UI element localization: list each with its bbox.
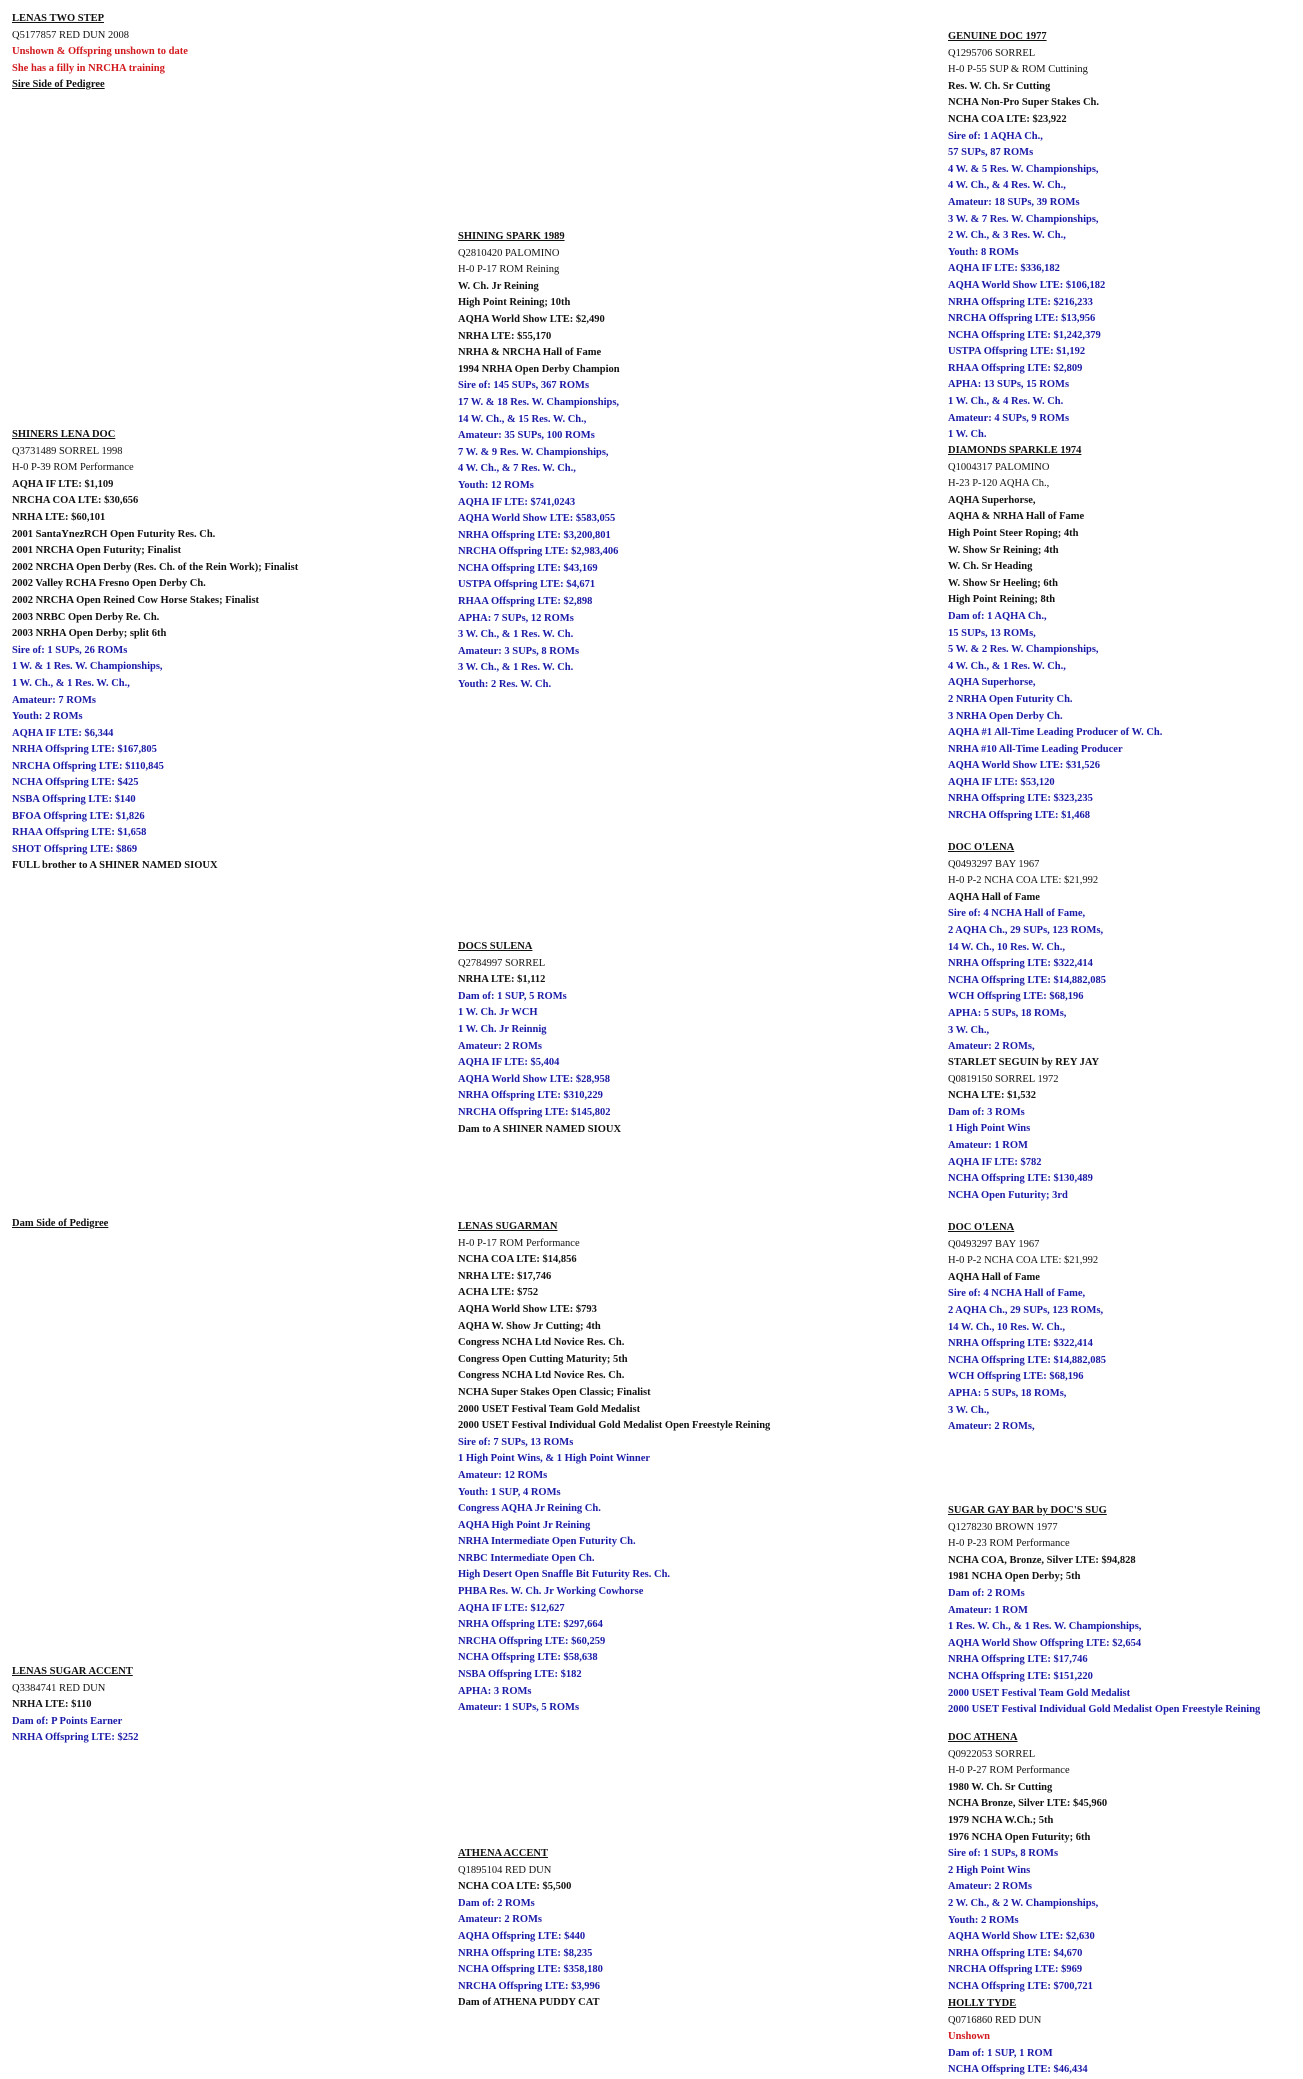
pedigree-line: 1980 W. Ch. Sr Cutting: [948, 1781, 1053, 1793]
pedigree-line: 2 AQHA Ch., 29 SUPs, 123 ROMs,: [948, 1304, 1104, 1316]
diamonds-sparkle-block: [948, 443, 1162, 825]
starlet-seguin-block: [948, 1055, 1099, 1204]
pedigree-line: 2000 USET Festival Individual Gold Medalist Open Freestyle Reining: [948, 1704, 1261, 1716]
pedigree-line: NRHA Offspring LTE: $8,235: [458, 1947, 593, 1959]
pedigree-line: Q1278230 BROWN 1977: [948, 1521, 1058, 1533]
pedigree-line: 3 W. Ch.,: [948, 1024, 990, 1036]
pedigree-line: Congress AQHA Jr Reining Ch.: [458, 1503, 601, 1515]
pedigree-line: Dam of: P Points Earner: [12, 1715, 123, 1727]
pedigree-line: NCHA Open Futurity; 3rd: [948, 1189, 1068, 1201]
pedigree-line: 4 W. Ch., & 7 Res. W. Ch.,: [458, 463, 576, 475]
pedigree-line: NCHA Bronze, Silver LTE: $45,960: [948, 1798, 1108, 1810]
pedigree-line: Sire of: 1 AQHA Ch.,: [948, 130, 1043, 142]
pedigree-line: W. Show Sr Reining; 4th: [948, 544, 1059, 556]
pedigree-line: W. Ch. Jr Reining: [458, 280, 539, 292]
pedigree-line: 2003 NRBC Open Derby Re. Ch.: [12, 611, 160, 623]
pedigree-line: Q0716860 RED DUN: [948, 2014, 1042, 2026]
pedigree-line: Q0493297 BAY 1967: [948, 1238, 1040, 1250]
pedigree-line: 1 W. & 1 Res. W. Championships,: [12, 661, 163, 673]
pedigree-line: NRHA Offspring LTE: $310,229: [458, 1090, 603, 1102]
pedigree-line: Res. W. Ch. Sr Cutting: [948, 80, 1051, 92]
pedigree-line: AQHA IF LTE: $741,0243: [458, 496, 576, 508]
pedigree-line: Q1295706 SORREL: [948, 47, 1036, 59]
doc-olena-block-1: [948, 840, 1106, 1056]
pedigree-line: NRHA LTE: $55,170: [458, 330, 552, 342]
pedigree-line: 1 W. Ch., & 4 Res. W. Ch.: [948, 396, 1064, 408]
pedigree-line: Dam of: 1 AQHA Ch.,: [948, 610, 1047, 622]
pedigree-line: NCHA Offspring LTE: $58,638: [458, 1652, 598, 1664]
pedigree-line: NCHA Offspring LTE: $700,721: [948, 1980, 1093, 1992]
pedigree-line: 2 High Point Wins: [948, 1864, 1031, 1876]
pedigree-line: 3 W. Ch.,: [948, 1404, 990, 1416]
pedigree-line: Youth: 2 ROMs: [948, 1914, 1019, 1926]
pedigree-line: Amateur: 2 ROMs,: [948, 1041, 1035, 1053]
pedigree-line: 2 NRHA Open Futurity Ch.: [948, 693, 1073, 705]
pedigree-line: AQHA Hall of Fame: [948, 891, 1040, 903]
pedigree-line: 2003 NRHA Open Derby; split 6th: [12, 628, 167, 640]
pedigree-line: Dam of: 1 SUP, 5 ROMs: [458, 990, 567, 1002]
pedigree-line: 2 W. Ch., & 2 W. Championships,: [948, 1897, 1099, 1909]
pedigree-line: AQHA IF LTE: $5,404: [458, 1057, 560, 1069]
pedigree-line: NRHA LTE: $1,112: [458, 974, 546, 986]
pedigree-line: NCHA Offspring LTE: $14,882,085: [948, 974, 1107, 986]
pedigree-line: Dam of: 2 ROMs: [948, 1587, 1025, 1599]
pedigree-line: Congress Open Cutting Maturity; 5th: [458, 1353, 628, 1365]
pedigree-line: High Point Reining; 8th: [948, 594, 1056, 606]
pedigree-line: 1979 NCHA W.Ch.; 5th: [948, 1814, 1054, 1826]
pedigree-line: Youth: 8 ROMs: [948, 246, 1019, 258]
pedigree-line: 3 W. & 7 Res. W. Championships,: [948, 213, 1099, 225]
pedigree-line: Dam of: 3 ROMs: [948, 1106, 1025, 1118]
pedigree-line: NRHA Offspring LTE: $17,746: [948, 1654, 1088, 1666]
pedigree-line: NRHA Offspring LTE: $167,805: [12, 744, 157, 756]
horse-name: LENAS SUGAR ACCENT: [12, 1666, 133, 1677]
pedigree-line: Dam of: 1 SUP, 1 ROM: [948, 2047, 1053, 2059]
pedigree-line: Q0922053 SORREL: [948, 1748, 1036, 1760]
pedigree-line: H-0 P-27 ROM Performance: [948, 1765, 1070, 1777]
pedigree-line: Q2810420 PALOMINO: [458, 247, 560, 259]
genuine-doc-block: [948, 29, 1105, 444]
pedigree-line: H-0 P-2 NCHA COA LTE: $21,992: [948, 875, 1099, 887]
holly-tyde-block: [948, 1996, 1088, 2079]
pedigree-line: Amateur: 4 SUPs, 9 ROMs: [948, 412, 1070, 424]
sugar-gay-bar-block: [948, 1503, 1260, 1719]
pedigree-line: NCHA COA, Bronze, Silver LTE: $94,828: [948, 1554, 1136, 1566]
pedigree-line: Sire of: 145 SUPs, 367 ROMs: [458, 380, 590, 392]
pedigree-line: Q0493297 BAY 1967: [948, 858, 1040, 870]
pedigree-line: NCHA Offspring LTE: $1,242,379: [948, 329, 1101, 341]
pedigree-line: 5 W. & 2 Res. W. Championships,: [948, 644, 1099, 656]
pedigree-line: SHOT Offspring LTE: $869: [12, 843, 138, 855]
pedigree-line: WCH Offspring LTE: $68,196: [948, 1371, 1084, 1383]
pedigree-line: NCHA Super Stakes Open Classic; Finalist: [458, 1386, 651, 1398]
pedigree-line: NRHA Offspring LTE: $323,235: [948, 793, 1093, 805]
pedigree-line: WCH Offspring LTE: $68,196: [948, 991, 1084, 1003]
pedigree-line: 1994 NRHA Open Derby Champion: [458, 363, 620, 375]
pedigree-line: NRCHA Offspring LTE: $1,468: [948, 810, 1090, 822]
pedigree-line: Q1004317 PALOMINO: [948, 461, 1050, 473]
pedigree-line: Dam of: 2 ROMs: [458, 1897, 535, 1909]
pedigree-line: NCHA COA LTE: $23,922: [948, 113, 1067, 125]
pedigree-line: NCHA Offspring LTE: $14,882,085: [948, 1354, 1107, 1366]
doc-olena-block-2: [948, 1220, 1106, 1436]
pedigree-line: USTPA Offspring LTE: $4,671: [458, 579, 596, 591]
pedigree-line: She has a filly in NRCHA training: [12, 62, 165, 74]
pedigree-line: AQHA Offspring LTE: $440: [458, 1930, 586, 1942]
pedigree-line: Youth: 2 ROMs: [12, 711, 83, 723]
pedigree-line: 14 W. Ch., & 15 Res. W. Ch.,: [458, 413, 587, 425]
pedigree-line: Q5177857 RED DUN 2008: [12, 29, 129, 41]
sire-block: [12, 427, 298, 875]
pedigree-line: NCHA COA LTE: $14,856: [458, 1254, 577, 1266]
pedigree-line: H-0 P-17 ROM Reining: [458, 264, 560, 276]
pedigree-line: 1976 NCHA Open Futurity; 6th: [948, 1831, 1091, 1843]
pedigree-line: Amateur: 1 ROM: [948, 1139, 1028, 1151]
pedigree-line: H-0 P-55 SUP & ROM Cuttining: [948, 64, 1088, 76]
pedigree-line: NSBA Offspring LTE: $182: [458, 1669, 582, 1681]
pedigree-line: Q3384741 RED DUN: [12, 1682, 106, 1694]
pedigree-line: 3 NRHA Open Derby Ch.: [948, 710, 1063, 722]
pedigree-line: NCHA Offspring LTE: $425: [12, 777, 139, 789]
pedigree-line: NCHA Non-Pro Super Stakes Ch.: [948, 97, 1100, 109]
pedigree-line: Q2784997 SORREL: [458, 957, 546, 969]
pedigree-line: 2 AQHA Ch., 29 SUPs, 123 ROMs,: [948, 924, 1104, 936]
pedigree-line: 1 W. Ch. Jr Reinnig: [458, 1023, 547, 1035]
pedigree-line: AQHA IF LTE: $6,344: [12, 727, 114, 739]
pedigree-line: APHA: 5 SUPs, 18 ROMs,: [948, 1007, 1067, 1019]
sire-side-heading: Sire Side of Pedigree: [12, 79, 105, 90]
pedigree-line: H-0 P-39 ROM Performance: [12, 462, 134, 474]
pedigree-line: Unshown & Offspring unshown to date: [12, 46, 188, 58]
pedigree-line: AQHA High Point Jr Reining: [458, 1519, 591, 1531]
pedigree-line: NRHA Offspring LTE: $4,670: [948, 1947, 1083, 1959]
pedigree-line: NRCHA Offspring LTE: $2,983,406: [458, 546, 619, 558]
pedigree-line: NRCHA Offspring LTE: $13,956: [948, 313, 1096, 325]
pedigree-line: APHA: 5 SUPs, 18 ROMs,: [948, 1387, 1067, 1399]
horse-name: DOC ATHENA: [948, 1732, 1018, 1743]
pedigree-line: 2002 NRCHA Open Derby (Res. Ch. of the Rein Work); Finalist: [12, 561, 299, 573]
pedigree-line: AQHA World Show LTE: $2,490: [458, 313, 605, 325]
horse-name: DOCS SULENA: [458, 941, 533, 952]
pedigree-line: Sire of: 4 NCHA Hall of Fame,: [948, 1288, 1086, 1300]
pedigree-line: ACHA LTE: $752: [458, 1287, 539, 1299]
pedigree-line: 4 W. & 5 Res. W. Championships,: [948, 163, 1099, 175]
pedigree-line: 17 W. & 18 Res. W. Championships,: [458, 396, 620, 408]
pedigree-line: NRHA Offspring LTE: $252: [12, 1732, 139, 1744]
pedigree-line: Amateur: 12 ROMs: [458, 1469, 548, 1481]
pedigree-line: NRHA LTE: $110: [12, 1699, 92, 1711]
pedigree-line: Congress NCHA Ltd Novice Res. Ch.: [458, 1337, 625, 1349]
pedigree-line: AQHA Superhorse,: [948, 494, 1036, 506]
pedigree-line: RHAA Offspring LTE: $1,658: [12, 827, 147, 839]
pedigree-line: NCHA Offspring LTE: $43,169: [458, 562, 598, 574]
pedigree-line: Dam of ATHENA PUDDY CAT: [458, 1997, 600, 2009]
pedigree-line: Amateur: 1 ROM: [948, 1604, 1028, 1616]
pedigree-line: NCHA Offspring LTE: $151,220: [948, 1670, 1093, 1682]
pedigree-line: High Desert Open Snaffle Bit Futurity Res. Ch.: [458, 1569, 671, 1581]
pedigree-line: NRHA Intermediate Open Futurity Ch.: [458, 1536, 636, 1548]
pedigree-line: Amateur: 2 ROMs: [458, 1914, 542, 1926]
pedigree-line: NSBA Offspring LTE: $140: [12, 794, 136, 806]
horse-name: GENUINE DOC 1977: [948, 31, 1047, 42]
pedigree-line: Amateur: 7 ROMs: [12, 694, 96, 706]
pedigree-line: 1 Res. W. Ch., & 1 Res. W. Championships,: [948, 1621, 1142, 1633]
pedigree-line: BFOA Offspring LTE: $1,826: [12, 810, 145, 822]
pedigree-line: 1 High Point Wins: [948, 1123, 1031, 1135]
pedigree-line: 7 W. & 9 Res. W. Championships,: [458, 446, 609, 458]
horse-name: LENAS SUGARMAN: [458, 1221, 558, 1232]
pedigree-line: 3 W. Ch., & 1 Res. W. Ch.: [458, 629, 574, 641]
pedigree-line: High Point Reining; 10th: [458, 297, 571, 309]
pedigree-line: Youth: 12 ROMs: [458, 479, 534, 491]
pedigree-line: 2001 NRCHA Open Futurity; Finalist: [12, 545, 182, 557]
dam-sire-block: [458, 1219, 770, 1717]
pedigree-line: APHA: 7 SUPs, 12 ROMs: [458, 612, 574, 624]
pedigree-line: NCHA Offspring LTE: $130,489: [948, 1173, 1093, 1185]
pedigree-line: Amateur: 2 ROMs,: [948, 1421, 1035, 1433]
doc-athena-block: [948, 1730, 1107, 1996]
pedigree-line: NRCHA Offspring LTE: $110,845: [12, 760, 164, 772]
pedigree-line: Youth: 1 SUP, 4 ROMs: [458, 1486, 561, 1498]
pedigree-line: RHAA Offspring LTE: $2,898: [458, 596, 593, 608]
horse-name: DOC O'LENA: [948, 1222, 1015, 1233]
horse-name: SHINERS LENA DOC: [12, 429, 116, 440]
horse-name: SUGAR GAY BAR by DOC'S SUG: [948, 1505, 1107, 1516]
pedigree-line: 2000 USET Festival Team Gold Medalist: [948, 1687, 1131, 1699]
pedigree-line: Amateur: 2 ROMs: [948, 1881, 1032, 1893]
pedigree-line: W. Ch. Sr Heading: [948, 561, 1033, 573]
pedigree-line: NRCHA Offspring LTE: $145,802: [458, 1106, 611, 1118]
pedigree-line: AQHA World Show LTE: $583,055: [458, 513, 616, 525]
pedigree-line: PHBA Res. W. Ch. Jr Working Cowhorse: [458, 1586, 644, 1598]
pedigree-line: Dam to A SHINER NAMED SIOUX: [458, 1123, 622, 1135]
pedigree-line: NRCHA Offspring LTE: $3,996: [458, 1980, 600, 1992]
pedigree-line: NRHA Offspring LTE: $322,414: [948, 958, 1093, 970]
pedigree-line: AQHA World Show Offspring LTE: $2,654: [948, 1637, 1142, 1649]
pedigree-line: NRHA Offspring LTE: $3,200,801: [458, 529, 611, 541]
pedigree-line: NRCHA Offspring LTE: $969: [948, 1964, 1083, 1976]
horse-name: HOLLY TYDE: [948, 1998, 1017, 2009]
pedigree-line: 1981 NCHA Open Derby; 5th: [948, 1571, 1081, 1583]
pedigree-line: NRHA LTE: $60,101: [12, 511, 106, 523]
horse-name: DIAMONDS SPARKLE 1974: [948, 445, 1082, 456]
pedigree-line: AQHA World Show LTE: $793: [458, 1303, 597, 1315]
pedigree-line: AQHA World Show LTE: $106,182: [948, 279, 1106, 291]
pedigree-line: 1 W. Ch.: [948, 429, 987, 441]
pedigree-line: AQHA #1 All-Time Leading Producer of W. Ch.: [948, 727, 1163, 739]
dam-block: [12, 1664, 139, 1747]
pedigree-line: AQHA IF LTE: $782: [948, 1156, 1042, 1168]
pedigree-line: NRHA Offspring LTE: $322,414: [948, 1338, 1093, 1350]
pedigree-line: 1 High Point Wins, & 1 High Point Winner: [458, 1453, 651, 1465]
pedigree-line: Amateur: 18 SUPs, 39 ROMs: [948, 196, 1080, 208]
subject-horse: [12, 11, 188, 77]
sire-sire-block: [458, 229, 620, 694]
pedigree-line: APHA: 13 SUPs, 15 ROMs: [948, 379, 1070, 391]
horse-name: SHINING SPARK 1989: [458, 231, 565, 242]
pedigree-line: Amateur: 35 SUPs, 100 ROMs: [458, 430, 595, 442]
pedigree-line: H-0 P-23 ROM Performance: [948, 1538, 1070, 1550]
pedigree-line: AQHA World Show LTE: $31,526: [948, 760, 1100, 772]
pedigree-line: Q0819150 SORREL 1972: [948, 1073, 1059, 1085]
pedigree-line: AQHA W. Show Jr Cutting; 4th: [458, 1320, 601, 1332]
pedigree-line: Amateur: 1 SUPs, 5 ROMs: [458, 1702, 580, 1714]
pedigree-line: 4 W. Ch., & 1 Res. W. Ch.,: [948, 660, 1066, 672]
pedigree-line: 1 W. Ch. Jr WCH: [458, 1007, 538, 1019]
pedigree-line: 2000 USET Festival Individual Gold Medalist Open Freestyle Reining: [458, 1420, 771, 1432]
pedigree-line: 14 W. Ch., 10 Res. W. Ch.,: [948, 1321, 1065, 1333]
pedigree-line: 15 SUPs, 13 ROMs,: [948, 627, 1036, 639]
pedigree-line: NRBC Intermediate Open Ch.: [458, 1552, 595, 1564]
horse-name: ATHENA ACCENT: [458, 1848, 548, 1859]
pedigree-line: Amateur: 2 ROMs: [458, 1040, 542, 1052]
pedigree-line: Sire of: 1 SUPs, 8 ROMs: [948, 1848, 1059, 1860]
pedigree-line: NCHA Offspring LTE: $358,180: [458, 1964, 603, 1976]
horse-name: LENAS TWO STEP: [12, 13, 105, 24]
pedigree-line: Congress NCHA Ltd Novice Res. Ch.: [458, 1370, 625, 1382]
dam-side-heading: Dam Side of Pedigree: [12, 1218, 109, 1229]
pedigree-line: Sire of: 7 SUPs, 13 ROMs: [458, 1436, 574, 1448]
pedigree-line: 1 W. Ch., & 1 Res. W. Ch.,: [12, 677, 130, 689]
pedigree-line: NCHA COA LTE: $5,500: [458, 1881, 572, 1893]
pedigree-line: APHA: 3 ROMs: [458, 1685, 532, 1697]
pedigree-line: AQHA Hall of Fame: [948, 1271, 1040, 1283]
pedigree-line: AQHA World Show LTE: $28,958: [458, 1073, 610, 1085]
pedigree-line: AQHA IF LTE: $12,627: [458, 1602, 565, 1614]
pedigree-line: 2000 USET Festival Team Gold Medalist: [458, 1403, 641, 1415]
pedigree-line: Q3731489 SORREL 1998: [12, 445, 123, 457]
horse-name: DOC O'LENA: [948, 842, 1015, 853]
pedigree-line: 2 W. Ch., & 3 Res. W. Ch.,: [948, 230, 1066, 242]
pedigree-line: Sire of: 1 SUPs, 26 ROMs: [12, 644, 128, 656]
pedigree-line: 4 W. Ch., & 4 Res. W. Ch.,: [948, 180, 1066, 192]
sire-dam-block: [458, 939, 621, 1138]
pedigree-line: NRHA LTE: $17,746: [458, 1270, 552, 1282]
pedigree-line: NRHA Offspring LTE: $216,233: [948, 296, 1093, 308]
pedigree-line: AQHA World Show LTE: $2,630: [948, 1931, 1095, 1943]
pedigree-line: AQHA IF LTE: $336,182: [948, 263, 1060, 275]
pedigree-line: H-0 P-17 ROM Performance: [458, 1237, 580, 1249]
pedigree-line: NRHA Offspring LTE: $297,664: [458, 1619, 603, 1631]
pedigree-line: AQHA IF LTE: $1,109: [12, 478, 114, 490]
pedigree-line: STARLET SEGUIN by REY JAY: [948, 1057, 1100, 1068]
dam-dam-block: [458, 1846, 603, 2012]
pedigree-line: Unshown: [948, 2031, 991, 2043]
pedigree-line: Youth: 2 Res. W. Ch.: [458, 679, 552, 691]
pedigree-line: Q1895104 RED DUN: [458, 1864, 552, 1876]
pedigree-line: H-0 P-2 NCHA COA LTE: $21,992: [948, 1255, 1099, 1267]
pedigree-line: 2002 NRCHA Open Reined Cow Horse Stakes; Finalist: [12, 594, 260, 606]
pedigree-line: RHAA Offspring LTE: $2,809: [948, 362, 1083, 374]
pedigree-line: 3 W. Ch., & 1 Res. W. Ch.: [458, 662, 574, 674]
pedigree-line: 57 SUPs, 87 ROMs: [948, 147, 1034, 159]
pedigree-line: 14 W. Ch., 10 Res. W. Ch.,: [948, 941, 1065, 953]
pedigree-line: Amateur: 3 SUPs, 8 ROMs: [458, 645, 580, 657]
pedigree-line: NRHA & NRCHA Hall of Fame: [458, 347, 602, 359]
pedigree-line: NCHA LTE: $1,532: [948, 1090, 1037, 1102]
pedigree-line: AQHA Superhorse,: [948, 677, 1036, 689]
pedigree-line: FULL brother to A SHINER NAMED SIOUX: [12, 860, 218, 872]
pedigree-line: NRHA #10 All-Time Leading Producer: [948, 743, 1123, 755]
pedigree-line: 2002 Valley RCHA Fresno Open Derby Ch.: [12, 578, 206, 590]
pedigree-line: NCHA Offspring LTE: $46,434: [948, 2064, 1088, 2076]
pedigree-line: H-23 P-120 AQHA Ch.,: [948, 478, 1050, 490]
pedigree-line: USTPA Offspring LTE: $1,192: [948, 346, 1086, 358]
pedigree-line: W. Show Sr Heeling; 6th: [948, 577, 1058, 589]
pedigree-line: NRCHA Offspring LTE: $60,259: [458, 1635, 606, 1647]
pedigree-line: High Point Steer Roping; 4th: [948, 527, 1079, 539]
pedigree-line: Sire of: 4 NCHA Hall of Fame,: [948, 908, 1086, 920]
pedigree-line: 2001 SantaYnezRCH Open Futurity Res. Ch.: [12, 528, 216, 540]
pedigree-line: NRCHA COA LTE: $30,656: [12, 495, 139, 507]
pedigree-line: AQHA & NRHA Hall of Fame: [948, 511, 1085, 523]
pedigree-line: AQHA IF LTE: $53,120: [948, 776, 1055, 788]
